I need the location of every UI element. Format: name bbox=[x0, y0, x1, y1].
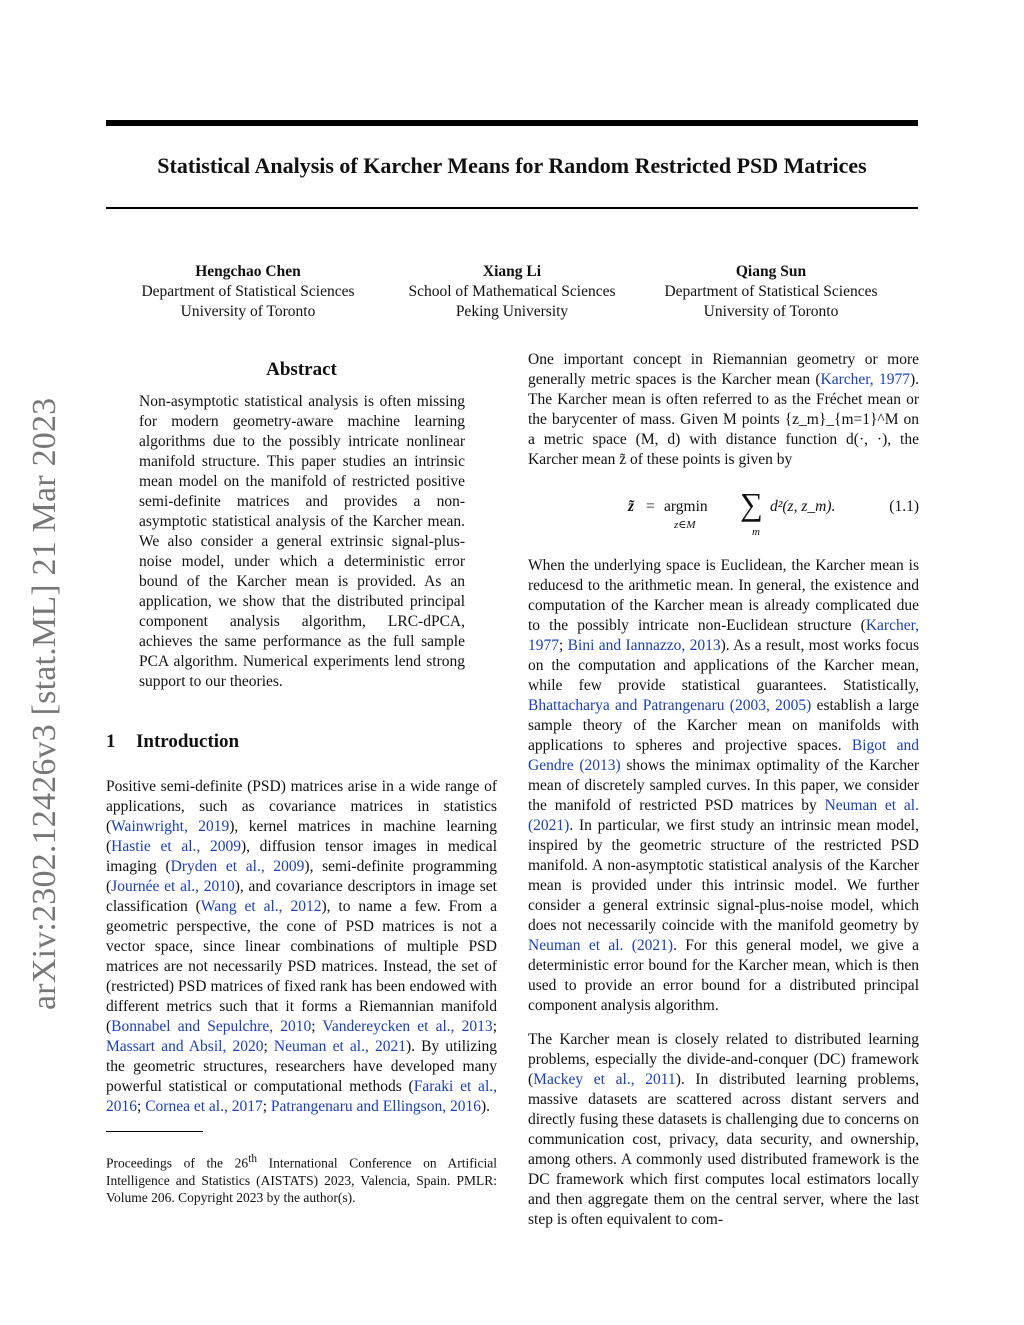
text-run: ; bbox=[492, 1018, 497, 1035]
author-3 bbox=[646, 262, 896, 322]
paper-title: Statistical Analysis of Karcher Means for Random Restricted PSD Matrices bbox=[157, 153, 867, 178]
text-run: ; bbox=[137, 1098, 146, 1115]
citation-link[interactable]: Neuman et al. (2021) bbox=[528, 937, 674, 954]
citation-link[interactable]: Karcher, 1977 bbox=[528, 617, 919, 654]
author-department: School of Mathematical Sciences bbox=[408, 283, 616, 300]
citation-link[interactable]: Neuman et al. (2021) bbox=[528, 797, 919, 834]
author-institution: Peking University bbox=[455, 303, 569, 320]
author-department: Department of Statistical Sciences bbox=[664, 283, 878, 300]
text-run: ; bbox=[263, 1038, 274, 1055]
distributed-learning-paragraph bbox=[528, 1030, 919, 1230]
citation-link[interactable]: Journée et al., 2010 bbox=[111, 878, 235, 895]
author-name: Hengchao Chen bbox=[195, 263, 301, 280]
equation-1-1 bbox=[528, 484, 919, 540]
citation-link[interactable]: Mackey et al., 2011 bbox=[533, 1071, 676, 1088]
text-run: ; bbox=[262, 1098, 271, 1115]
text-run: ). The Karcher mean is often referred to as the Fréchet mean or the barycenter of mass. Given M points {z_m}_{m=1}^M on a metric space (M, d) with distance function d(·, ·), the Karcher mean z̃ of these points is given by bbox=[528, 371, 919, 468]
author-institution: University of Toronto bbox=[180, 303, 316, 320]
intro-paragraph bbox=[106, 777, 497, 1117]
text-run: When the underlying space is Euclidean, the Karcher mean is reducesd to the arithmetic mean. In general, the existence and computation of the Karcher mean is already complicated due to the possibly intricate non-Euclidean structure ( bbox=[528, 557, 919, 634]
text-run: ), kernel matrices in machine learning ( bbox=[106, 818, 497, 855]
citation-link[interactable]: Karcher, 1977 bbox=[820, 371, 910, 388]
author-1 bbox=[123, 262, 373, 322]
footnote-rule bbox=[106, 1131, 203, 1132]
citation-link[interactable]: Neuman et al., 2021 bbox=[273, 1038, 406, 1055]
equation-equals: = bbox=[646, 498, 655, 515]
author-name: Xiang Li bbox=[482, 263, 542, 280]
text-run: establish a large sample theory of the Karcher mean on manifolds with applications to spheres and projective spaces. bbox=[528, 697, 920, 754]
text-run: ). By utilizing the geometric structures, researchers have developed many powerful statistical or computational methods ( bbox=[106, 1038, 498, 1095]
text-run: . In particular, we first study an intrinsic mean model, inspired by the geometric structure of the restricted PSD manifold. A non-asymptotic statistical analysis of the Karcher mean is provided under this intrinsic model. We further consider a general extrinsic signal-plus-noise model, which does not necessarily coincide with the manifold geometry by bbox=[528, 817, 919, 934]
author-name: Qiang Sun bbox=[735, 263, 807, 280]
left-column bbox=[106, 350, 497, 1206]
equation-sum-symbol: ∑ bbox=[740, 486, 763, 522]
citation-link[interactable]: Wang et al., 2012 bbox=[200, 898, 322, 915]
author-institution: University of Toronto bbox=[703, 303, 839, 320]
text-run: ; bbox=[311, 1018, 323, 1035]
text-run: ), diffusion tensor images in medical imaging ( bbox=[106, 838, 497, 875]
text-run: ; bbox=[559, 637, 568, 654]
footnote bbox=[106, 1151, 497, 1206]
title-rule-top bbox=[106, 120, 918, 126]
text-run: One important concept in Riemannian geometry or more generally metric spaces is the Karcher mean ( bbox=[528, 351, 919, 388]
citation-link[interactable]: Massart and Absil, 2020 bbox=[106, 1038, 264, 1055]
equation-operator-subscript: z∈M bbox=[674, 519, 696, 531]
equation-operator: argmin bbox=[664, 498, 708, 515]
citation-link[interactable]: Dryden et al., 2009 bbox=[170, 858, 305, 875]
abstract-heading: Abstract bbox=[266, 359, 337, 380]
citation-link[interactable]: Bini and Iannazzo, 2013 bbox=[567, 637, 721, 654]
equation-lhs: z̃ bbox=[628, 498, 635, 515]
citation-link[interactable]: Patrangenaru and Ellingson, 2016 bbox=[270, 1098, 481, 1115]
karcher-intro-paragraph bbox=[528, 350, 919, 470]
text-run: . For this general model, we give a deterministic error bound for the Karcher mean, which is then used to provide an error bound for a distributed principal component analysis algorithm. bbox=[528, 937, 919, 1014]
footnote-text: Proceedings of the 26 bbox=[106, 1155, 249, 1171]
text-run: ). In distributed learning problems, massive datasets are scattered across distant servers and directly fusing these datasets is challenging due to concerns on communication cost, privacy, data security, and ownership, among others. A commonly used distributed framework is the DC framework which first computes local estimators locally and then aggregate them on the central server, where the last step is often equivalent to com- bbox=[528, 1071, 920, 1228]
text-run: ), semi-definite programming ( bbox=[106, 858, 498, 895]
section-title: Introduction bbox=[136, 731, 240, 752]
arxiv-stamp: arXiv:2302.12426v3 [stat.ML] 21 Mar 2023 bbox=[26, 397, 63, 1010]
right-column bbox=[528, 350, 919, 1230]
equation-rhs: d²(z, z_m). bbox=[770, 498, 836, 515]
equation-sum-subscript: m bbox=[752, 526, 760, 538]
footnote-superscript: th bbox=[248, 1153, 257, 1165]
section-heading bbox=[106, 728, 497, 756]
author-department: Department of Statistical Sciences bbox=[141, 283, 355, 300]
footnote-text: International Conference on Artificial Intelligence and Statistics (AISTATS) 2023, Valencia, Spain. PMLR: Volume 206. Copyright 2023 by the author(s). bbox=[106, 1155, 497, 1205]
title-rule-bottom bbox=[106, 207, 918, 209]
text-run: ). bbox=[480, 1098, 491, 1115]
text-run: ), and covariance descriptors in image set classification ( bbox=[106, 878, 497, 915]
author-2 bbox=[387, 262, 637, 322]
citation-link[interactable]: Hastie et al., 2009 bbox=[111, 838, 241, 855]
karcher-background-paragraph bbox=[528, 556, 919, 1016]
citation-link[interactable]: Wainwright, 2019 bbox=[111, 818, 230, 835]
text-run: The Karcher mean is closely related to distributed learning problems, especially the divide-and-conquer (DC) framework ( bbox=[528, 1031, 919, 1088]
citation-link[interactable]: Bonnabel and Sepulchre, 2010 bbox=[111, 1018, 312, 1035]
text-run: Positive semi-definite (PSD) matrices arise in a wide range of applications, such as covariance matrices in statistics ( bbox=[106, 778, 497, 835]
citation-link[interactable]: Bhattacharya and Patrangenaru (2003, 2005) bbox=[528, 697, 812, 714]
abstract-text: Non-asymptotic statistical analysis is often missing for modern geometry-aware machine learning algorithms due to the possibly intricate nonlinear manifold structure. This paper studies an intrinsic mean model on the manifold of restricted positive semi-definite matrices and provides a non-asymptotic statistical analysis of the Karcher mean. We also consider a general extrinsic signal-plus-noise model, under which a deterministic error bound of the Karcher mean is provided. As an application, we show that the distributed principal component analysis algorithm, LRC-dPCA, achieves the same performance as the full sample PCA algorithm. Numerical experiments lend strong support to our theories. bbox=[139, 393, 465, 690]
author-block bbox=[106, 262, 918, 326]
text-run: ), to name a few. From a geometric perspective, the cone of PSD matrices is not a vector space, since linear combinations of multiple PSD matrices are not necessarily PSD matrices. Instead, the set of (restricted) PSD matrices of fixed rank has been endowed with different metrics such that it forms a Riemannian manifold ( bbox=[106, 898, 497, 1035]
equation-number: (1.1) bbox=[889, 498, 919, 515]
citation-link[interactable]: Faraki et al., 2016 bbox=[106, 1078, 497, 1115]
citation-link[interactable]: Bigot and Gendre (2013) bbox=[528, 737, 919, 774]
text-run: ). As a result, most works focus on the computation and applications of the Karcher mean, while few provide statistical guarantees. Statistically, bbox=[528, 637, 919, 694]
text-run: shows the minimax optimality of the Karcher mean of discretely sampled curves. In this paper, we consider the manifold of restricted PSD matrices by bbox=[528, 757, 919, 814]
section-number: 1 bbox=[106, 731, 116, 752]
citation-link[interactable]: Cornea et al., 2017 bbox=[145, 1098, 263, 1115]
citation-link[interactable]: Vandereycken et al., 2013 bbox=[322, 1018, 493, 1035]
